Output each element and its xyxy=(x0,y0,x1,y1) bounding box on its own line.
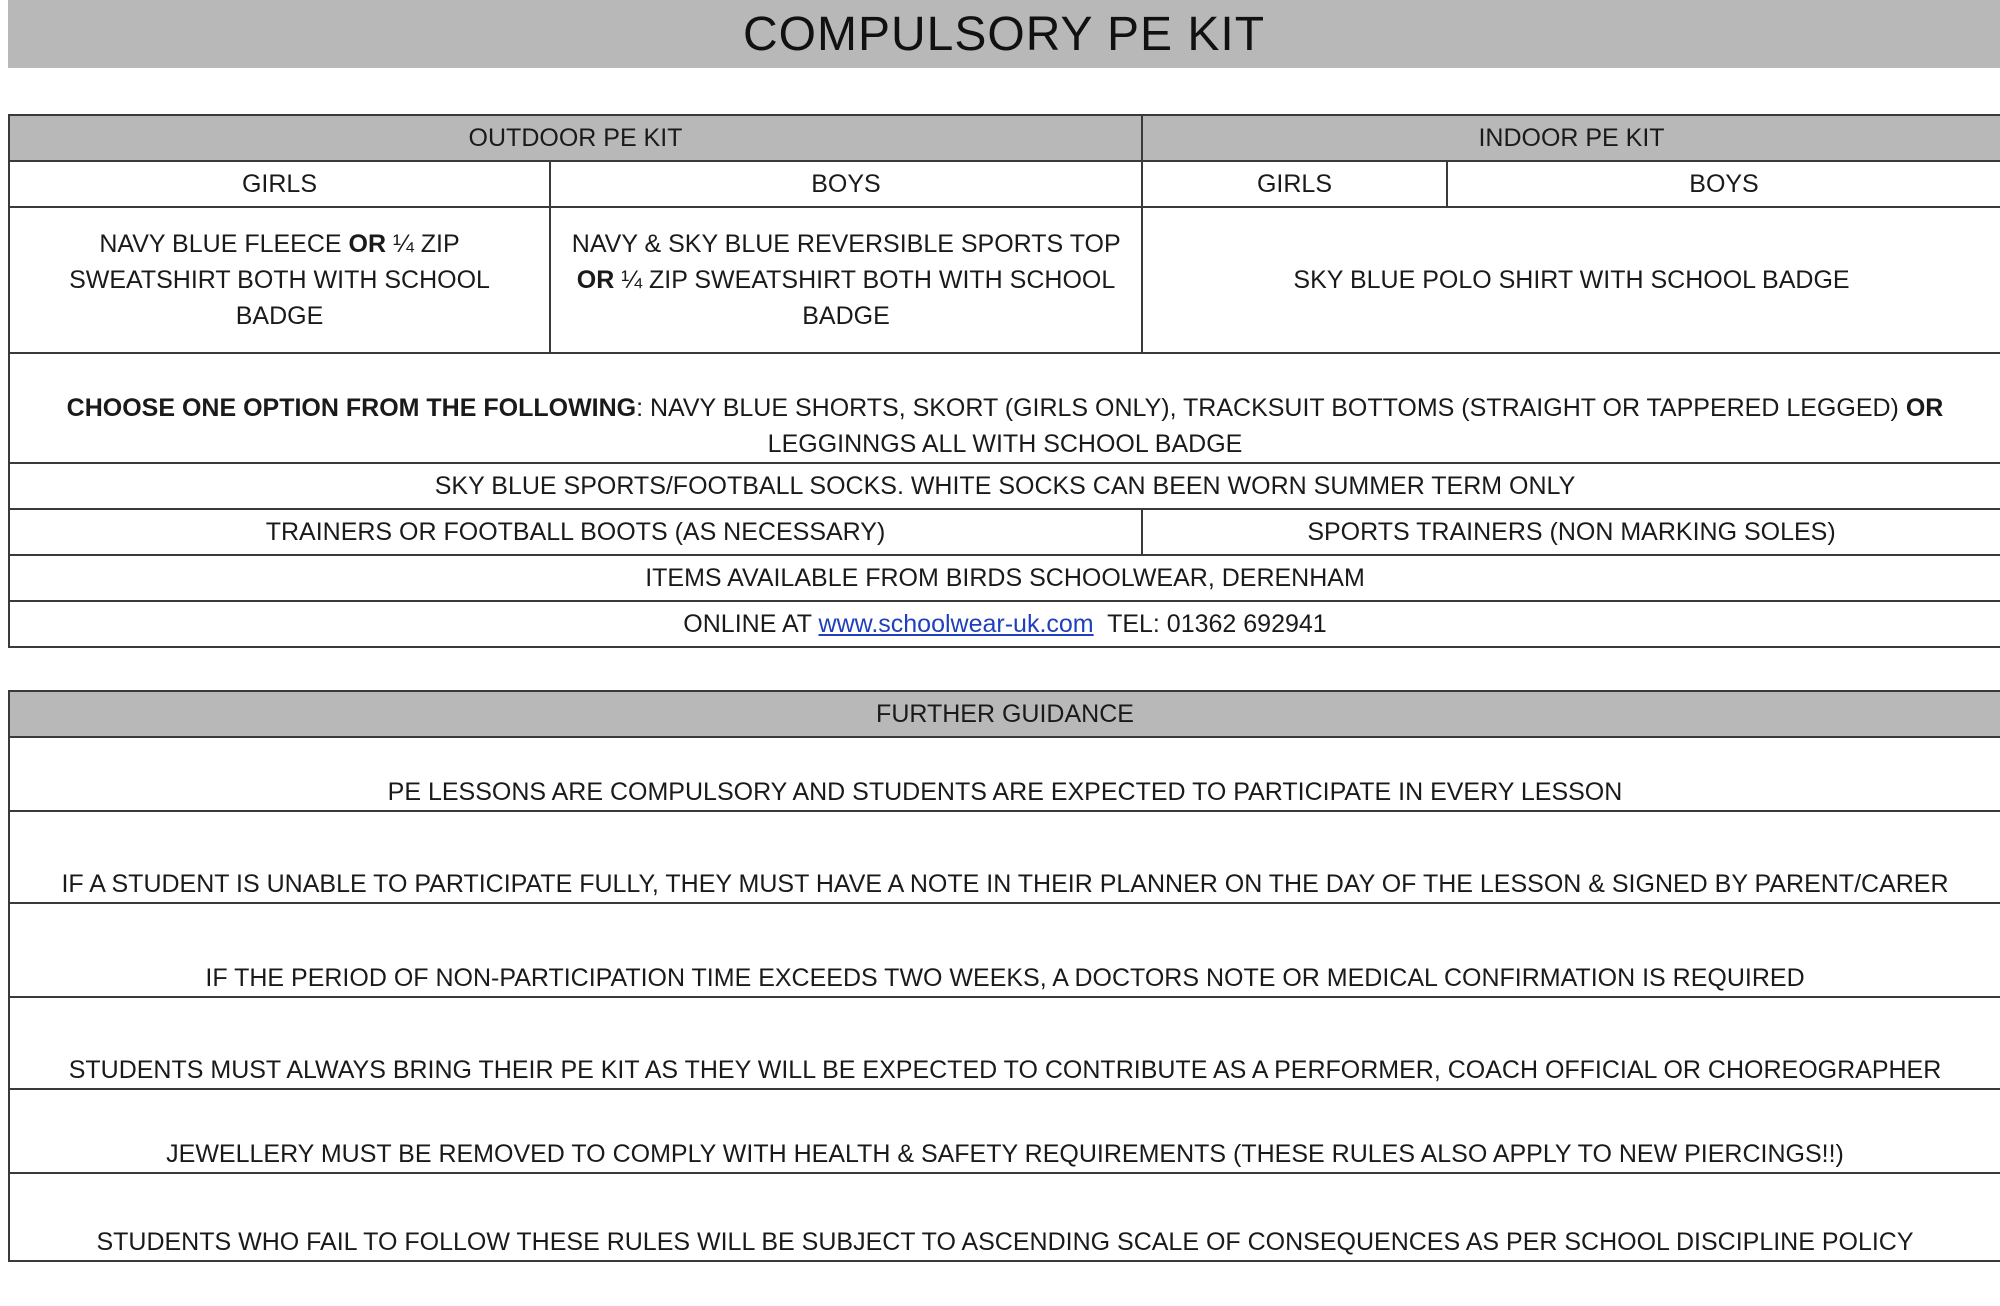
indoor-boys-header: BOYS xyxy=(1447,161,2000,207)
guidance-item: IF A STUDENT IS UNABLE TO PARTICIPATE FULLY, THEY MUST HAVE A NOTE IN THEIR PLANNER ON THE DAY OF THE LESSON & SIGNED BY PARENT/CARER xyxy=(9,811,2000,903)
outdoor-girls-top-cell xyxy=(9,207,550,353)
outdoor-kit-header: OUTDOOR PE KIT xyxy=(9,115,1142,161)
outdoor-boys-top-text2: ¼ ZIP SWEATSHIRT BOTH WITH SCHOOL BADGE xyxy=(614,266,1116,330)
outdoor-girls-top-or: OR xyxy=(348,230,387,258)
socks-cell: SKY BLUE SPORTS/FOOTBALL SOCKS. WHITE SOCKS CAN BEEN WORN SUMMER TERM ONLY xyxy=(9,463,2000,509)
outdoor-girls-top-text1: NAVY BLUE FLEECE xyxy=(99,230,349,258)
online-prefix: ONLINE AT xyxy=(683,610,819,638)
outdoor-girls-header: GIRLS xyxy=(9,161,550,207)
guidance-item: STUDENTS WHO FAIL TO FOLLOW THESE RULES WILL BE SUBJECT TO ASCENDING SCALE OF CONSEQUENCES AS PER SCHOOL DISCIPLINE POLICY xyxy=(9,1173,2000,1261)
outdoor-boys-top-cell xyxy=(550,207,1142,353)
indoor-kit-header: INDOOR PE KIT xyxy=(1142,115,2000,161)
further-guidance-table xyxy=(8,690,2000,1262)
pe-kit-table xyxy=(8,114,2000,648)
outdoor-boys-header: BOYS xyxy=(550,161,1142,207)
bottoms-text1: : NAVY BLUE SHORTS, SKORT (GIRLS ONLY), TRACKSUIT BOTTOMS (STRAIGHT OR TAPPERED LEGGED) xyxy=(636,394,1906,422)
page-title: COMPULSORY PE KIT xyxy=(742,7,1266,61)
guidance-item: IF THE PERIOD OF NON-PARTICIPATION TIME EXCEEDS TWO WEEKS, A DOCTORS NOTE OR MEDICAL CONFIRMATION IS REQUIRED xyxy=(9,903,2000,997)
availability-cell: ITEMS AVAILABLE FROM BIRDS SCHOOLWEAR, DERENHAM xyxy=(9,555,2000,601)
indoor-footwear-cell: SPORTS TRAINERS (NON MARKING SOLES) xyxy=(1142,509,2000,555)
guidance-item: STUDENTS MUST ALWAYS BRING THEIR PE KIT AS THEY WILL BE EXPECTED TO CONTRIBUTE AS A PERFORMER, COACH OFFICIAL OR CHOREOGRAPHER xyxy=(9,997,2000,1089)
online-telephone: TEL: 01362 692941 xyxy=(1093,610,1327,638)
outdoor-footwear-cell: TRAINERS OR FOOTBALL BOOTS (AS NECESSARY) xyxy=(9,509,1142,555)
outdoor-boys-top-or: OR xyxy=(576,266,615,294)
online-cell xyxy=(9,601,2000,647)
bottoms-text2: LEGGINNGS ALL WITH SCHOOL BADGE xyxy=(767,430,1243,458)
indoor-girls-header: GIRLS xyxy=(1142,161,1447,207)
indoor-top-cell: SKY BLUE POLO SHIRT WITH SCHOOL BADGE xyxy=(1142,207,2000,353)
schoolwear-link[interactable]: www.schoolwear-uk.com xyxy=(818,610,1094,638)
bottoms-cell xyxy=(9,353,2000,463)
guidance-item: JEWELLERY MUST BE REMOVED TO COMPLY WITH HEALTH & SAFETY REQUIREMENTS (THESE RULES ALSO APPLY TO NEW PIERCINGS!!) xyxy=(9,1089,2000,1173)
guidance-item: PE LESSONS ARE COMPULSORY AND STUDENTS ARE EXPECTED TO PARTICIPATE IN EVERY LESSON xyxy=(9,737,2000,811)
bottoms-lead: CHOOSE ONE OPTION FROM THE FOLLOWING xyxy=(66,394,637,422)
outdoor-boys-top-text1: NAVY & SKY BLUE REVERSIBLE SPORTS TOP xyxy=(571,230,1121,258)
outdoor-girls-top-text2: ¼ ZIP SWEATSHIRT BOTH WITH SCHOOL BADGE xyxy=(69,230,490,330)
further-guidance-header: FURTHER GUIDANCE xyxy=(9,691,2000,737)
bottoms-or: OR xyxy=(1905,394,1944,422)
title-bar xyxy=(8,0,2000,68)
